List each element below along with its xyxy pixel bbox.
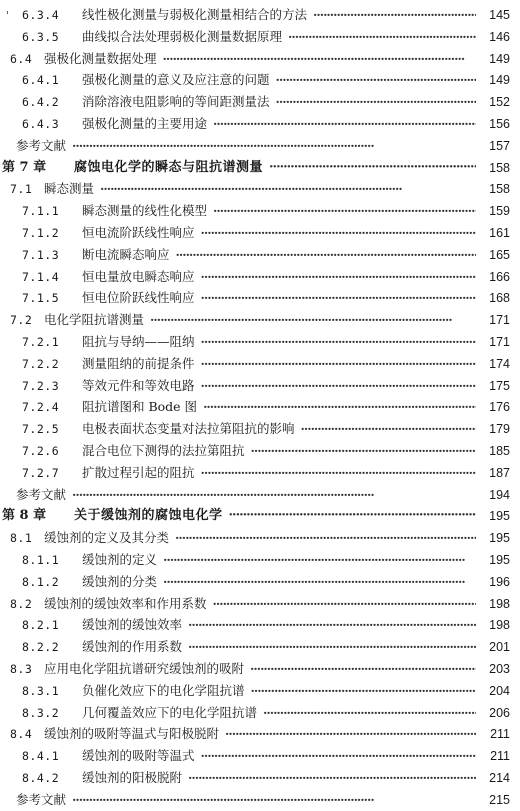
toc-page-number: 185 bbox=[489, 444, 510, 458]
toc-subsection-row[interactable] bbox=[0, 287, 520, 309]
toc-subsection-row[interactable] bbox=[0, 4, 520, 26]
toc-entry-title: 线性极化测量与弱极化测量相结合的方法 bbox=[82, 7, 308, 22]
toc-dot-leader bbox=[251, 440, 476, 462]
toc-entry-title: 等效元件和等效电路 bbox=[82, 377, 195, 393]
toc-entry-number: 6.4.1 bbox=[22, 73, 60, 88]
toc-references-row[interactable] bbox=[0, 135, 520, 157]
toc-entry-title: 缓蚀剂的吸附等温式与阳极脱附 bbox=[44, 726, 220, 742]
toc-page-number: 166 bbox=[489, 269, 510, 284]
toc-dot-leader bbox=[201, 745, 476, 767]
toc-page-number: 201 bbox=[489, 640, 510, 655]
toc-entry-title: 强极化测量的主要用途 bbox=[82, 116, 208, 131]
toc-dot-leader bbox=[163, 549, 476, 571]
toc-subsection-row[interactable] bbox=[0, 375, 520, 397]
toc-subsection-row[interactable] bbox=[0, 69, 520, 91]
toc-page-number: 158 bbox=[489, 182, 510, 197]
toc-page-number: 145 bbox=[489, 8, 510, 22]
toc-entry-title: 强极化测量数据处理 bbox=[44, 50, 157, 66]
toc-dot-leader bbox=[188, 614, 476, 636]
toc-section-row[interactable] bbox=[0, 527, 520, 549]
toc-entry-number: 7.1.3 bbox=[22, 247, 60, 262]
toc-page-number: 149 bbox=[489, 51, 510, 66]
toc-page-number: 171 bbox=[489, 335, 510, 349]
toc-entry-title: 缓蚀剂的定义 bbox=[82, 552, 158, 567]
toc-dot-leader bbox=[263, 702, 476, 724]
toc-entry-number: 8.2 bbox=[10, 596, 33, 611]
toc-page-number: 158 bbox=[489, 160, 510, 175]
toc-dot-leader bbox=[225, 723, 476, 745]
toc-entry-title: 应用电化学阻抗谱研究缓蚀剂的吸附 bbox=[44, 661, 245, 676]
toc-entry-number: 7.1 bbox=[10, 182, 33, 197]
toc-entry-title: 参考文献 bbox=[16, 486, 67, 502]
toc-subsection-row[interactable] bbox=[0, 549, 520, 571]
toc-entry-title: 参考文献 bbox=[16, 791, 67, 807]
toc-subsection-row[interactable] bbox=[0, 680, 520, 702]
toc-page-number: 194 bbox=[489, 487, 510, 502]
toc-entry-title: 缓蚀剂的作用系数 bbox=[82, 639, 183, 655]
toc-subsection-row[interactable] bbox=[0, 702, 520, 724]
toc-entry-title: 几何覆盖效应下的电化学阻抗谱 bbox=[82, 704, 258, 720]
toc-subsection-row[interactable] bbox=[0, 91, 520, 113]
toc-page-number: 165 bbox=[489, 247, 510, 262]
toc-page-number: 149 bbox=[489, 73, 510, 88]
toc-entry-number: 6.4.3 bbox=[22, 117, 60, 131]
toc-dot-leader bbox=[213, 113, 476, 135]
toc-references-row[interactable] bbox=[0, 484, 520, 506]
toc-subsection-row[interactable] bbox=[0, 266, 520, 288]
toc-page-number: 175 bbox=[489, 378, 510, 393]
toc-entry-title: 恒电量放电瞬态响应 bbox=[82, 268, 195, 284]
toc-entry-number: 7.2.2 bbox=[22, 356, 60, 371]
toc-entry-title: 恒电流阶跃线性响应 bbox=[82, 225, 195, 240]
toc-page-number: 211 bbox=[490, 749, 510, 764]
toc-section-row[interactable] bbox=[0, 658, 520, 680]
toc-dot-leader bbox=[276, 69, 476, 91]
toc-entry-title: 缓蚀剂的分类 bbox=[82, 573, 158, 589]
toc-subsection-row[interactable] bbox=[0, 614, 520, 636]
toc-entry-number: 7.2.3 bbox=[22, 378, 60, 393]
toc-entry-title: 恒电位阶跃线性响应 bbox=[82, 290, 195, 306]
toc-entry-title: 阻抗谱图和 Bode 图 bbox=[82, 399, 198, 415]
toc-entry-title: 电化学阻抗谱测量 bbox=[44, 312, 145, 328]
toc-dot-leader bbox=[276, 91, 476, 113]
toc-subsection-row[interactable] bbox=[0, 200, 520, 222]
toc-entry-number: 8.4.1 bbox=[22, 749, 60, 764]
toc-page-number: 195 bbox=[489, 531, 510, 546]
toc-entry-number: 7.2.5 bbox=[22, 422, 60, 437]
toc-dot-leader bbox=[201, 375, 476, 397]
toc-page-number: 179 bbox=[489, 422, 510, 437]
toc-entry-number: 8.1.1 bbox=[22, 553, 60, 567]
toc-dot-leader bbox=[201, 222, 476, 244]
toc-page-number: 204 bbox=[489, 683, 510, 698]
toc-page-number: 159 bbox=[489, 204, 510, 219]
toc-entry-number: 8.3.2 bbox=[22, 705, 60, 720]
toc-page-number: 176 bbox=[489, 400, 510, 415]
toc-dot-leader bbox=[251, 680, 476, 702]
toc-page-number: 198 bbox=[489, 596, 510, 611]
toc-entry-title: 关于缓蚀剂的腐蚀电化学 bbox=[74, 508, 223, 524]
toc-entry-title: 缓蚀剂的吸附等温式 bbox=[82, 748, 195, 764]
toc-subsection-row[interactable] bbox=[0, 113, 520, 135]
scan-mark: ' bbox=[6, 9, 10, 22]
toc-subsection-row[interactable] bbox=[0, 418, 520, 440]
toc-entry-title: 负催化效应下的电化学阻抗谱 bbox=[82, 682, 245, 698]
toc-dot-leader bbox=[163, 571, 476, 593]
toc-entry-title: 缓蚀剂的缓蚀效率 bbox=[82, 617, 183, 633]
toc-section-row[interactable] bbox=[0, 178, 520, 200]
toc-dot-leader bbox=[201, 287, 476, 309]
toc-dot-leader bbox=[213, 200, 476, 222]
toc-entry-title: 消除溶液电阻影响的等间距测量法 bbox=[82, 94, 270, 110]
toc-entry-number: 7.1.1 bbox=[22, 204, 60, 219]
toc-dot-leader bbox=[213, 593, 476, 615]
toc-subsection-row[interactable] bbox=[0, 767, 520, 789]
toc-entry-number: 6.3.4 bbox=[22, 8, 60, 22]
toc-page-number: 152 bbox=[489, 95, 510, 110]
toc-entry-title: 参考文献 bbox=[16, 137, 67, 153]
toc-dot-leader bbox=[203, 396, 476, 418]
toc-page-number: 206 bbox=[489, 705, 510, 720]
toc-entry-number: 7.1.2 bbox=[22, 226, 60, 240]
toc-page-number: 174 bbox=[489, 356, 510, 371]
toc-entry-number: 7.2.4 bbox=[22, 400, 60, 415]
toc-subsection-row[interactable] bbox=[0, 462, 520, 484]
toc-subsection-row[interactable] bbox=[0, 745, 520, 767]
toc-dot-leader bbox=[201, 353, 476, 375]
toc-section-row[interactable] bbox=[0, 723, 520, 745]
toc-entry-title: 缓蚀剂的定义及其分类 bbox=[44, 530, 170, 546]
toc-page-number: 195 bbox=[489, 509, 510, 524]
toc-page-number: 196 bbox=[489, 574, 510, 589]
toc-entry-title: 缓蚀剂的缓蚀效率和作用系数 bbox=[44, 595, 207, 611]
toc-entry-number: 7.1.4 bbox=[22, 269, 60, 284]
toc-dot-leader bbox=[229, 505, 476, 527]
toc-entry-number: 8.4.2 bbox=[22, 771, 60, 785]
toc-entry-number: 8.3 bbox=[10, 662, 33, 676]
toc-dot-leader bbox=[163, 48, 476, 70]
toc-dot-leader bbox=[201, 266, 476, 288]
toc-dot-leader bbox=[72, 484, 476, 506]
toc-entry-title: 扩散过程引起的阻抗 bbox=[82, 464, 195, 480]
toc-dot-leader bbox=[313, 4, 476, 26]
toc-dot-leader bbox=[100, 178, 476, 200]
toc-entry-number: 7.1.5 bbox=[22, 291, 60, 306]
toc-page-number: 146 bbox=[489, 29, 510, 44]
toc-subsection-row[interactable] bbox=[0, 440, 520, 462]
toc-entry-title: 电极表面状态变量对法拉第阻抗的影响 bbox=[82, 421, 295, 437]
toc-entry-title: 曲线拟合法处理弱极化测量数据原理 bbox=[82, 28, 283, 44]
toc-subsection-row[interactable] bbox=[0, 636, 520, 658]
toc-dot-leader bbox=[72, 789, 476, 811]
toc-entry-title: 测量阻纳的前提条件 bbox=[82, 355, 195, 371]
toc-subsection-row[interactable] bbox=[0, 353, 520, 375]
toc-entry-number: 8.1.2 bbox=[22, 574, 60, 589]
toc-dot-leader bbox=[188, 767, 476, 789]
toc-page-number: 198 bbox=[489, 618, 510, 633]
toc-entry-number: 7.2.6 bbox=[22, 444, 60, 458]
toc-section-row[interactable] bbox=[0, 309, 520, 331]
toc-entry-title: 断电流瞬态响应 bbox=[82, 246, 170, 262]
toc-chapter-row[interactable] bbox=[0, 505, 520, 527]
toc-dot-leader bbox=[175, 527, 476, 549]
toc-subsection-row[interactable] bbox=[0, 396, 520, 418]
toc-entry-number: 6.4 bbox=[10, 51, 33, 66]
toc-page-number: 168 bbox=[489, 291, 510, 306]
toc-entry-title: 混合电位下测得的法拉第阻抗 bbox=[82, 443, 245, 458]
toc-subsection-row[interactable] bbox=[0, 222, 520, 244]
toc-entry-number: 8.2.2 bbox=[22, 640, 60, 655]
toc-dot-leader bbox=[188, 636, 476, 658]
toc-page-number: 214 bbox=[489, 771, 510, 785]
toc-subsection-row[interactable] bbox=[0, 244, 520, 266]
toc-dot-leader bbox=[72, 135, 476, 157]
toc-page-number: 215 bbox=[489, 792, 510, 807]
toc-section-row[interactable] bbox=[0, 48, 520, 70]
toc-entry-number: 7.2 bbox=[10, 313, 33, 328]
toc-entry-number: 6.3.5 bbox=[22, 29, 60, 44]
toc-subsection-row[interactable] bbox=[0, 331, 520, 353]
toc-page-number: 156 bbox=[489, 117, 510, 131]
toc-page-number: 195 bbox=[489, 553, 510, 567]
toc-entry-title: 瞬态测量的线性化模型 bbox=[82, 203, 208, 219]
toc-entry-title: 强极化测量的意义及应注意的问题 bbox=[82, 72, 270, 88]
toc-entry-title: 瞬态测量 bbox=[44, 181, 95, 197]
toc-dot-leader bbox=[176, 244, 476, 266]
toc-subsection-row[interactable] bbox=[0, 571, 520, 593]
toc-entry-number: 8.4 bbox=[10, 727, 33, 742]
toc-dot-leader bbox=[269, 157, 476, 179]
toc-entry-number: 第 7 章 bbox=[2, 159, 47, 175]
toc-subsection-row[interactable] bbox=[0, 26, 520, 48]
toc-page-number: 161 bbox=[489, 226, 510, 240]
toc-page-number: 211 bbox=[490, 727, 510, 742]
toc-dot-leader bbox=[288, 26, 476, 48]
toc-dot-leader bbox=[250, 658, 476, 680]
toc-entry-number: 第 8 章 bbox=[2, 508, 47, 524]
toc-dot-leader bbox=[201, 331, 476, 353]
toc-entry-number: 8.1 bbox=[10, 531, 33, 546]
toc-entry-number: 7.2.7 bbox=[22, 465, 60, 480]
toc-entry-number: 8.2.1 bbox=[22, 618, 60, 633]
toc-references-row[interactable] bbox=[0, 789, 520, 811]
toc-dot-leader bbox=[150, 309, 476, 331]
toc-page-number: 171 bbox=[489, 313, 510, 328]
toc-page-number: 187 bbox=[489, 465, 510, 480]
toc-dot-leader bbox=[301, 418, 476, 440]
toc-dot-leader bbox=[201, 462, 476, 484]
toc-entry-number: 8.3.1 bbox=[22, 683, 60, 698]
toc-entry-title: 腐蚀电化学的瞬态与阻抗谱测量 bbox=[74, 159, 264, 175]
toc-page-number: 157 bbox=[489, 138, 510, 153]
toc-entry-title: 阻抗与导纳——阻纳 bbox=[82, 334, 195, 349]
toc-entry-title: 缓蚀剂的阳极脱附 bbox=[82, 770, 183, 785]
toc-chapter-row[interactable] bbox=[0, 157, 520, 179]
toc-entry-number: 6.4.2 bbox=[22, 95, 60, 110]
toc-page-number: 203 bbox=[489, 662, 510, 676]
toc-section-row[interactable] bbox=[0, 593, 520, 615]
toc-entry-number: 7.2.1 bbox=[22, 335, 60, 349]
